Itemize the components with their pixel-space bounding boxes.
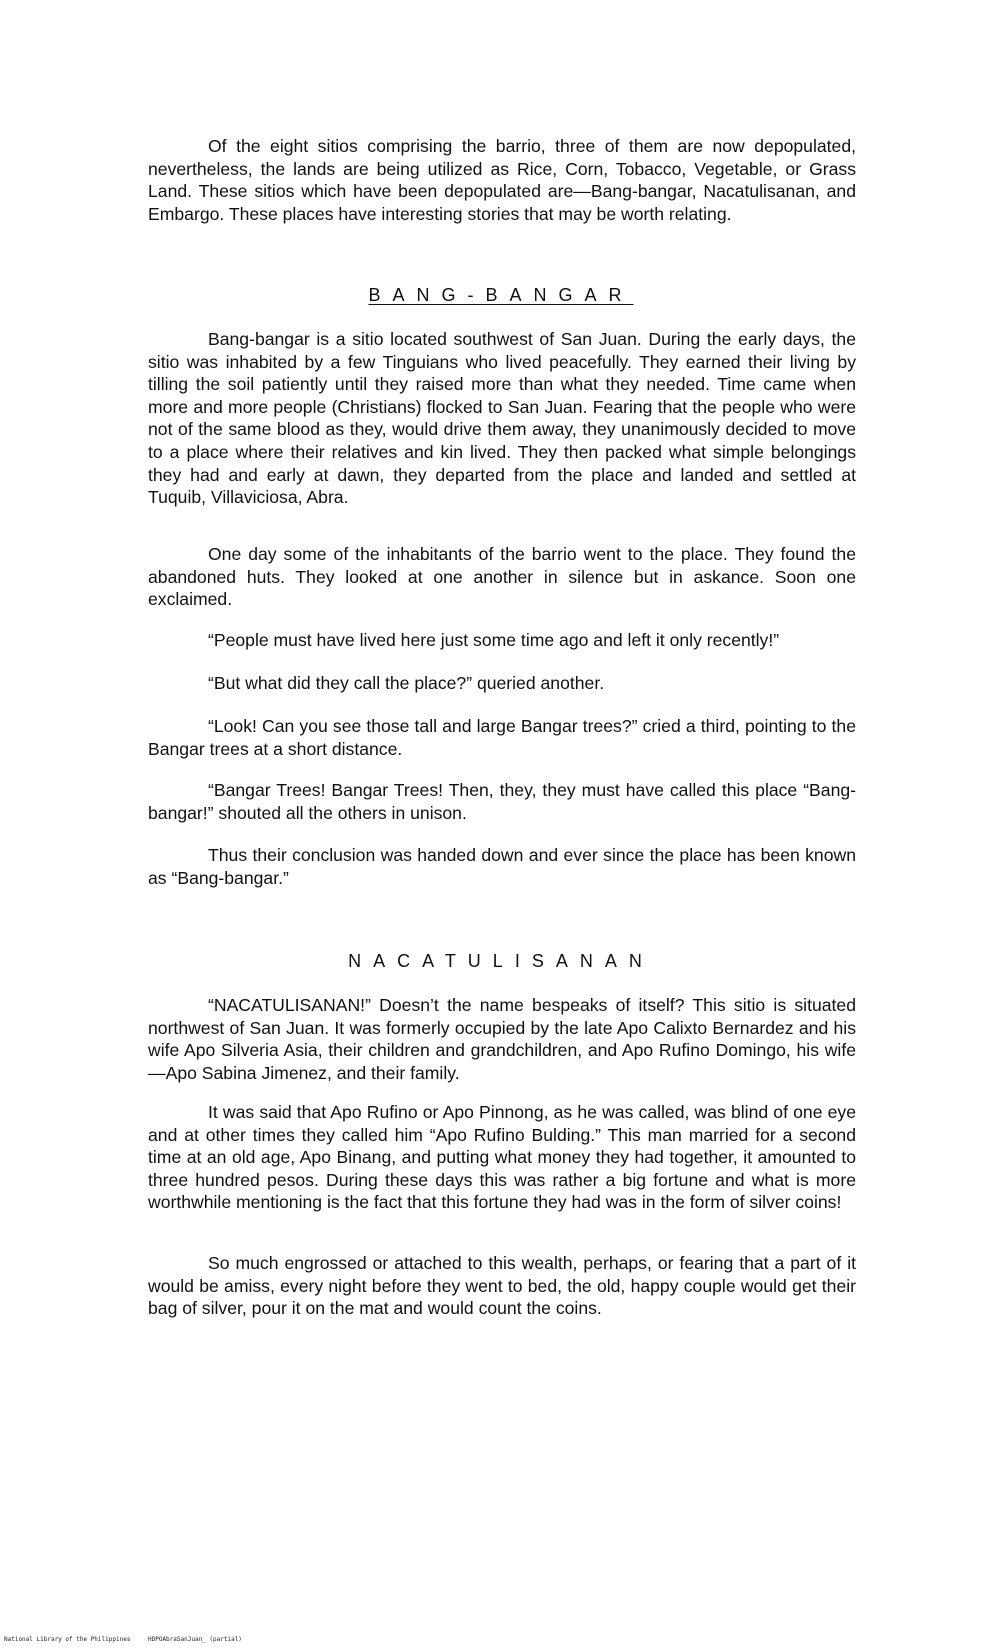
bang-bangar-paragraph-4: “But what did they call the place?” queried another.	[208, 673, 605, 693]
bang-bangar-paragraph-7: Thus their conclusion was handed down and ever since the place has been known as “Bang-bangar.”	[148, 845, 856, 888]
bang-bangar-paragraph-2: One day some of the inhabitants of the barrio went to the place. They found the abandoned huts. They looked at one another in silence but in askance. Soon one exclaimed.	[148, 544, 856, 610]
bang-bangar-paragraph-3: “People must have lived here just some time ago and left it only recently!”	[208, 630, 780, 650]
nacatulisanan-paragraph-1: “NACATULISANAN!” Doesn’t the name bespeaks of itself? This sitio is situated northwest of San Juan. It was formerly occupied by the late Apo Calixto Bernardez and his wife Apo Silveria Asia, their children and grandchildren, and Apo Rufino Domingo, his wife—Apo Sabina Jimenez, and their family.	[148, 995, 856, 1083]
heading-bang-bangar-text: BANG-BANGAR	[368, 285, 634, 305]
intro-paragraph: Of the eight sitios comprising the barrio, three of them are now depopulated, nevertheless, the lands are being utilized as Rice, Corn, Tobacco, Vegetable, or Grass Land. These sitios which have been depopulated are—Bang-bangar, Nacatulisanan, and Embargo. These places have interesting stories that may be worth relating.	[148, 136, 856, 224]
bang-bangar-paragraph-1: Bang-bangar is a sitio located southwest of San Juan. During the early days, the sitio was inhabited by a few Tinguians who lived peacefully. They earned their living by tilling the soil patiently until they raised more than what they needed. Time came when more and more people (Christians) flocked to San Juan. Fearing that the people who were not of the same blood as they, would drive them away, they unanimously decided to move to a place where their relatives and kin lived. They then packed what simple belongings they had and early at dawn, they departed from the place and landed and settled at Tuquib, Villaviciosa, Abra.	[148, 329, 856, 508]
bang-bangar-paragraph-5: “Look! Can you see those tall and large Bangar trees?” cried a third, pointing to the Bangar trees at a short distance.	[148, 716, 856, 759]
footer-library-stamp: National Library of the Philippines	[4, 1636, 131, 1643]
nacatulisanan-paragraph-2: It was said that Apo Rufino or Apo Pinnong, as he was called, was blind of one eye and at other times they called him “Apo Rufino Bulding.” This man married for a second time at an old age, Apo Binang, and putting what money they had together, it amounted to three hundred pesos. During these days this was rather a big fortune and what is more worthwhile mentioning is the fact that this fortune they had was in the form of silver coins!	[148, 1102, 856, 1213]
nacatulisanan-paragraph-3: So much engrossed or attached to this wealth, perhaps, or fearing that a part of it would be amiss, every night before they went to bed, the old, happy couple would get their bag of silver, pour it on the mat and would count the coins.	[148, 1253, 856, 1319]
heading-nacatulisanan: NACATULISANAN	[348, 951, 654, 971]
bang-bangar-paragraph-6: “Bangar Trees! Bangar Trees! Then, they, they must have called this place “Bang-bangar!” shouted all the others in unison.	[148, 780, 856, 823]
footer-document-code: HDPOAbraSanJuan_ (partial)	[148, 1636, 242, 1643]
heading-bang-bangar	[0, 284, 1002, 306]
